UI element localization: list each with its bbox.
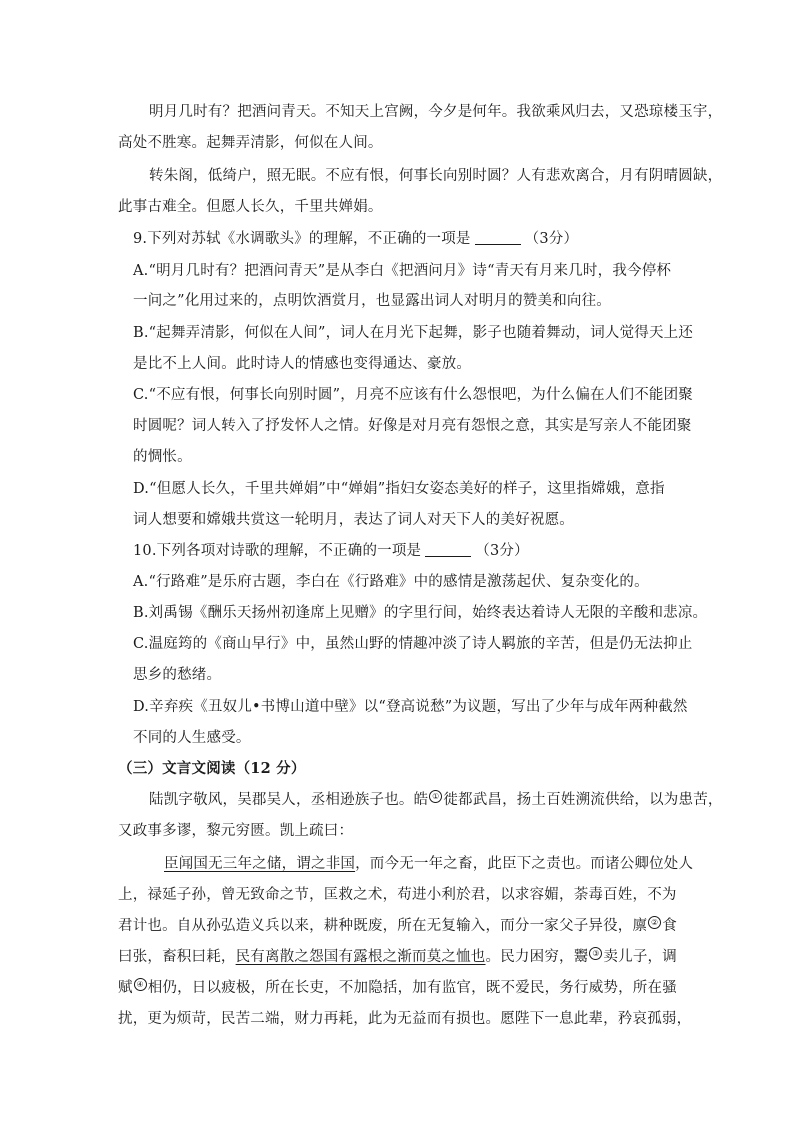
q9-option-b-line-2: 是比不上人间。此时诗人的情感也变得通达、豪放。 [133, 356, 472, 372]
q9-option-c-line-2: 时圆呢？词人转入了抒发怀人之情。好像是对月亮有怨恨之意，其实是写亲人不能团聚 [133, 418, 692, 434]
q9-option-c-line-1: C.“不应有恨，何事长向别时圆”，月亮不应该有什么怨恨吧，为什么偏在人们不能团聚 [133, 387, 694, 403]
section-3-heading: （三）文言文阅读（12 分） [118, 760, 306, 777]
passage-text: 。民力困穷，鬻 [485, 949, 589, 965]
poem-line-1: 明月几时有？把酒问青天。不知天上宫阙，今夕是何年。我欲乘风归去，又恐琼楼玉宇， [149, 104, 723, 120]
passage-text: 陆凯字敬风，吴郡吴人，丞相逊族子也。皓 [149, 792, 429, 808]
passage-line-8: 扰，更为烦苛，民苦二端，财力再耗，此为无益而有损也。愿陛下一息此辈，矜哀孤弱， [118, 1011, 692, 1027]
footnote-marker-1: ① [429, 790, 442, 803]
passage-text: 相仍，日以疲极，所在长吏，不加隐括，加有监官，既不爱民，务行威势，所在骚 [147, 980, 677, 996]
footnote-marker-3: ③ [589, 947, 602, 960]
passage-line-7 [118, 978, 677, 998]
q9-option-d-line-2: 词人想要和嫦娥共赏这一轮明月，表达了词人对天下人的美好祝愿。 [133, 512, 574, 528]
footnote-marker-2: ② [648, 916, 661, 929]
q10-option-c-line-2: 思乡的愁绪。 [133, 667, 222, 683]
passage-text: 赋 [118, 980, 133, 996]
poem-line-4: 此事古难全。但愿人长久，千里共婵娟。 [118, 199, 383, 215]
answer-blank-9[interactable] [475, 230, 521, 245]
question-10-text: 10.下列各项对诗歌的理解，不正确的一项是 [133, 543, 422, 559]
question-9-stem [133, 229, 578, 249]
q9-option-b-line-1: B.“起舞弄清影，何似在人间”，词人在月光下起舞，影子也随着舞动，词人觉得天上还 [133, 325, 694, 341]
q9-option-d-line-1: D.“但愿人长久，千里共婵娟”中“婵娟”指妇女姿态美好的样子，这里指嫦娥，意指 [133, 481, 665, 497]
passage-text: 卖儿子，调 [603, 949, 677, 965]
q10-option-a: A.“行路难”是乐府古题，李白在《行路难》中的感情是激荡起伏、复杂变化的。 [133, 574, 649, 590]
poem-line-2: 高处不胜寒。起舞弄清影，何似在人间。 [118, 135, 383, 151]
question-9-text: 9.下列对苏轼《水调歌头》的理解，不正确的一项是 [133, 231, 471, 247]
passage-line-3 [164, 854, 693, 874]
poem-line-3: 转朱阁，低绮户，照无眠。不应有恨，何事长向别时圆？人有悲欢离合，月有阴晴圆缺， [149, 168, 723, 184]
q10-option-d-line-1: D.辛弃疾《丑奴儿•书博山道中壁》以“登高说愁”为议题，写出了少年与成年两种截然 [133, 699, 688, 715]
question-10-score: （3分） [475, 543, 529, 559]
passage-line-1 [149, 790, 723, 810]
underlined-sentence-2: 民有离散之怨国有露根之渐而莫之恤也 [235, 949, 486, 965]
passage-text: 徙都武昌，扬土百姓溯流供给，以为患苦， [443, 792, 723, 808]
answer-blank-10[interactable] [425, 542, 471, 557]
footnote-marker-4: ④ [134, 978, 147, 991]
q10-option-c-line-1: C.温庭筠的《商山早行》中，虽然山野的情趣冲淡了诗人羁旅的辛苦，但是仍无法抑止 [133, 636, 693, 652]
passage-line-4: 上，禄延子孙，曾无致命之节，匡救之术，苟进小利於君，以求容媚，荼毒百姓，不为 [118, 887, 677, 903]
passage-text: 君计也。自从孙弘造义兵以来，耕种既废，所在无复输入，而分一家父子异役，廪 [118, 918, 648, 934]
underlined-sentence-1: 臣闻国无三年之储，谓之非国 [164, 856, 356, 872]
passage-text: ，而今无一年之畜，此臣下之责也。而诸公卿位处人 [355, 856, 694, 872]
q9-option-a-line-1: A.“明月几时有？把酒问青天”是从李白《把酒问月》诗“青天有月来几时，我今停杯 [133, 263, 672, 279]
passage-text: 食 [662, 918, 677, 934]
question-9-score: （3分） [524, 231, 579, 247]
q10-option-b: B.刘禹锡《酬乐天扬州初逢席上见赠》的字里行间，始终表达着诗人无限的辛酸和悲凉。 [133, 605, 708, 621]
q10-option-d-line-2: 不同的人生感受。 [133, 730, 251, 746]
q9-option-a-line-2: 一问之”化用过来的，点明饮酒赏月，也显露出词人对明月的赞美和向往。 [133, 293, 612, 309]
passage-line-5 [118, 916, 677, 936]
passage-line-2: 又政事多谬，黎元穷匮。凯上疏曰： [118, 823, 354, 839]
question-10-stem [133, 541, 529, 561]
passage-line-6 [118, 947, 677, 967]
q9-option-c-line-3: 的惆怅。 [133, 449, 192, 465]
passage-text: 曰张，畜积曰耗， [118, 949, 236, 965]
